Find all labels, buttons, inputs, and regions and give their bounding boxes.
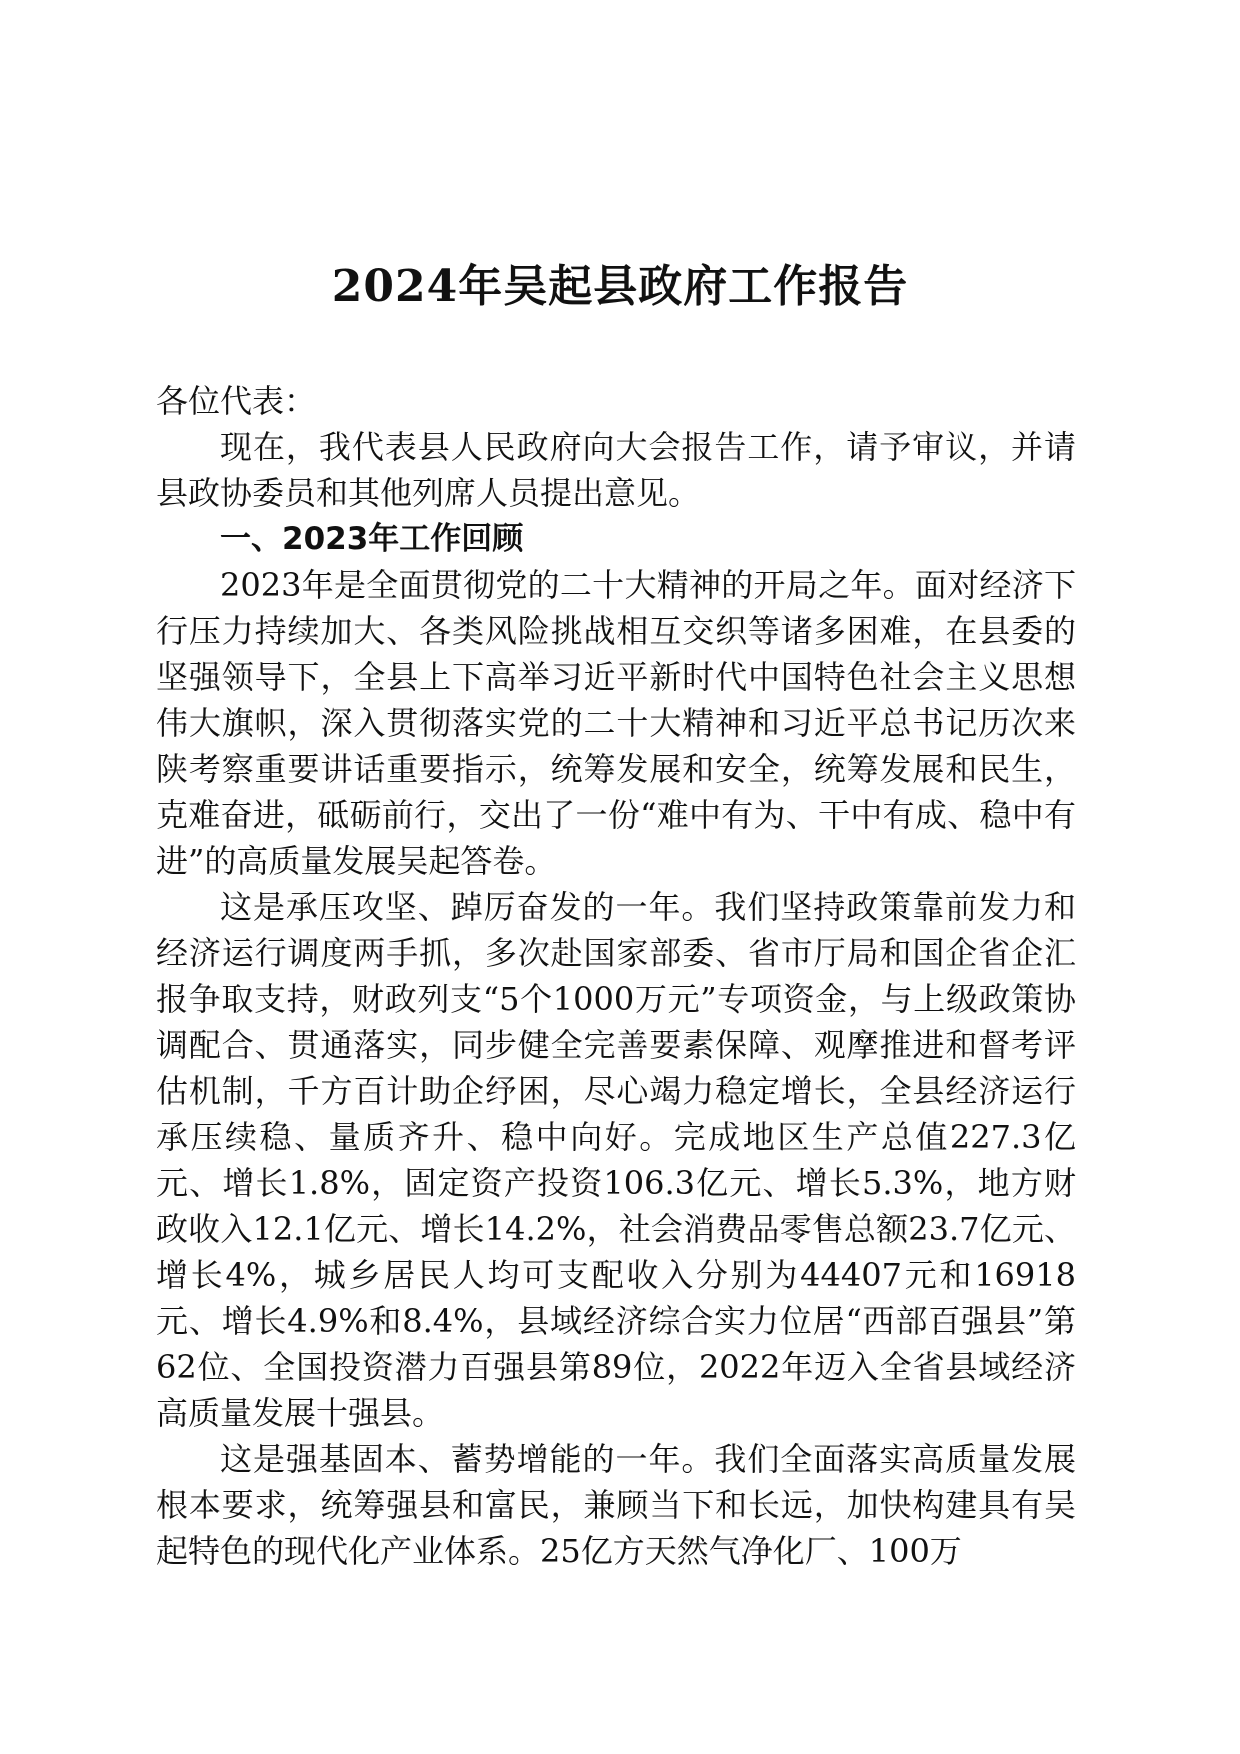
economic-results-paragraph: 这是承压攻坚、踔厉奋发的一年。我们坚持政策靠前发力和经济运行调度两手抓，多次赴国家部委、省市厅局和国企省企汇报争取支持，财政列支“5个1000万元”专项资金，与上级政策协调配合、贯通落实，同步健全完善要素保障、观摩推进和督考评估机制，千方百计助企纾困，尽心竭力稳定增长，全县经济运行承压续稳、量质齐升、稳中向好。完成地区生产总值227.3亿元、增长1.8%，固定资产投资106.3亿元、增长5.3%，地方财政收入12.1亿元、增长14.2%，社会消费品零售总额23.7亿元、增长4%，城乡居民人均可支配收入分别为44407元和16918元、增长4.9%和8.4%，县域经济综合实力位居“西部百强县”第62位、全国投资潜力百强县第89位，2022年迈入全省县域经济高质量发展十强县。 (156, 888, 1076, 1432)
section-heading: 一、2023年工作回顾 (220, 521, 524, 557)
salutation: 各位代表： (156, 382, 317, 420)
foundation-building-paragraph: 这是强基固本、蓄势增能的一年。我们全面落实高质量发展根本要求，统筹强县和富民，兼顾当下和长远，加快构建具有吴起特色的现代化产业体系。25亿方天然气净化厂、100万 (156, 1440, 1076, 1570)
document-body (156, 378, 1076, 1574)
overview-paragraph: 2023年是全面贯彻党的二十大精神的开局之年。面对经济下行压力持续加大、各类风险挑战相互交织等诸多困难，在县委的坚强领导下，全县上下高举习近平新时代中国特色社会主义思想伟大旗帜，深入贯彻落实党的二十大精神和习近平总书记历次来陕考察重要讲话重要指示，统筹发展和安全，统筹发展和民生，克难奋进，砥砺前行，交出了一份“难中有为、干中有成、稳中有进”的高质量发展吴起答卷。 (156, 566, 1076, 880)
document-title: 2024年吴起县政府工作报告 (331, 261, 909, 312)
intro-paragraph: 现在，我代表县人民政府向大会报告工作，请予审议，并请县政协委员和其他列席人员提出意见。 (156, 428, 1076, 512)
